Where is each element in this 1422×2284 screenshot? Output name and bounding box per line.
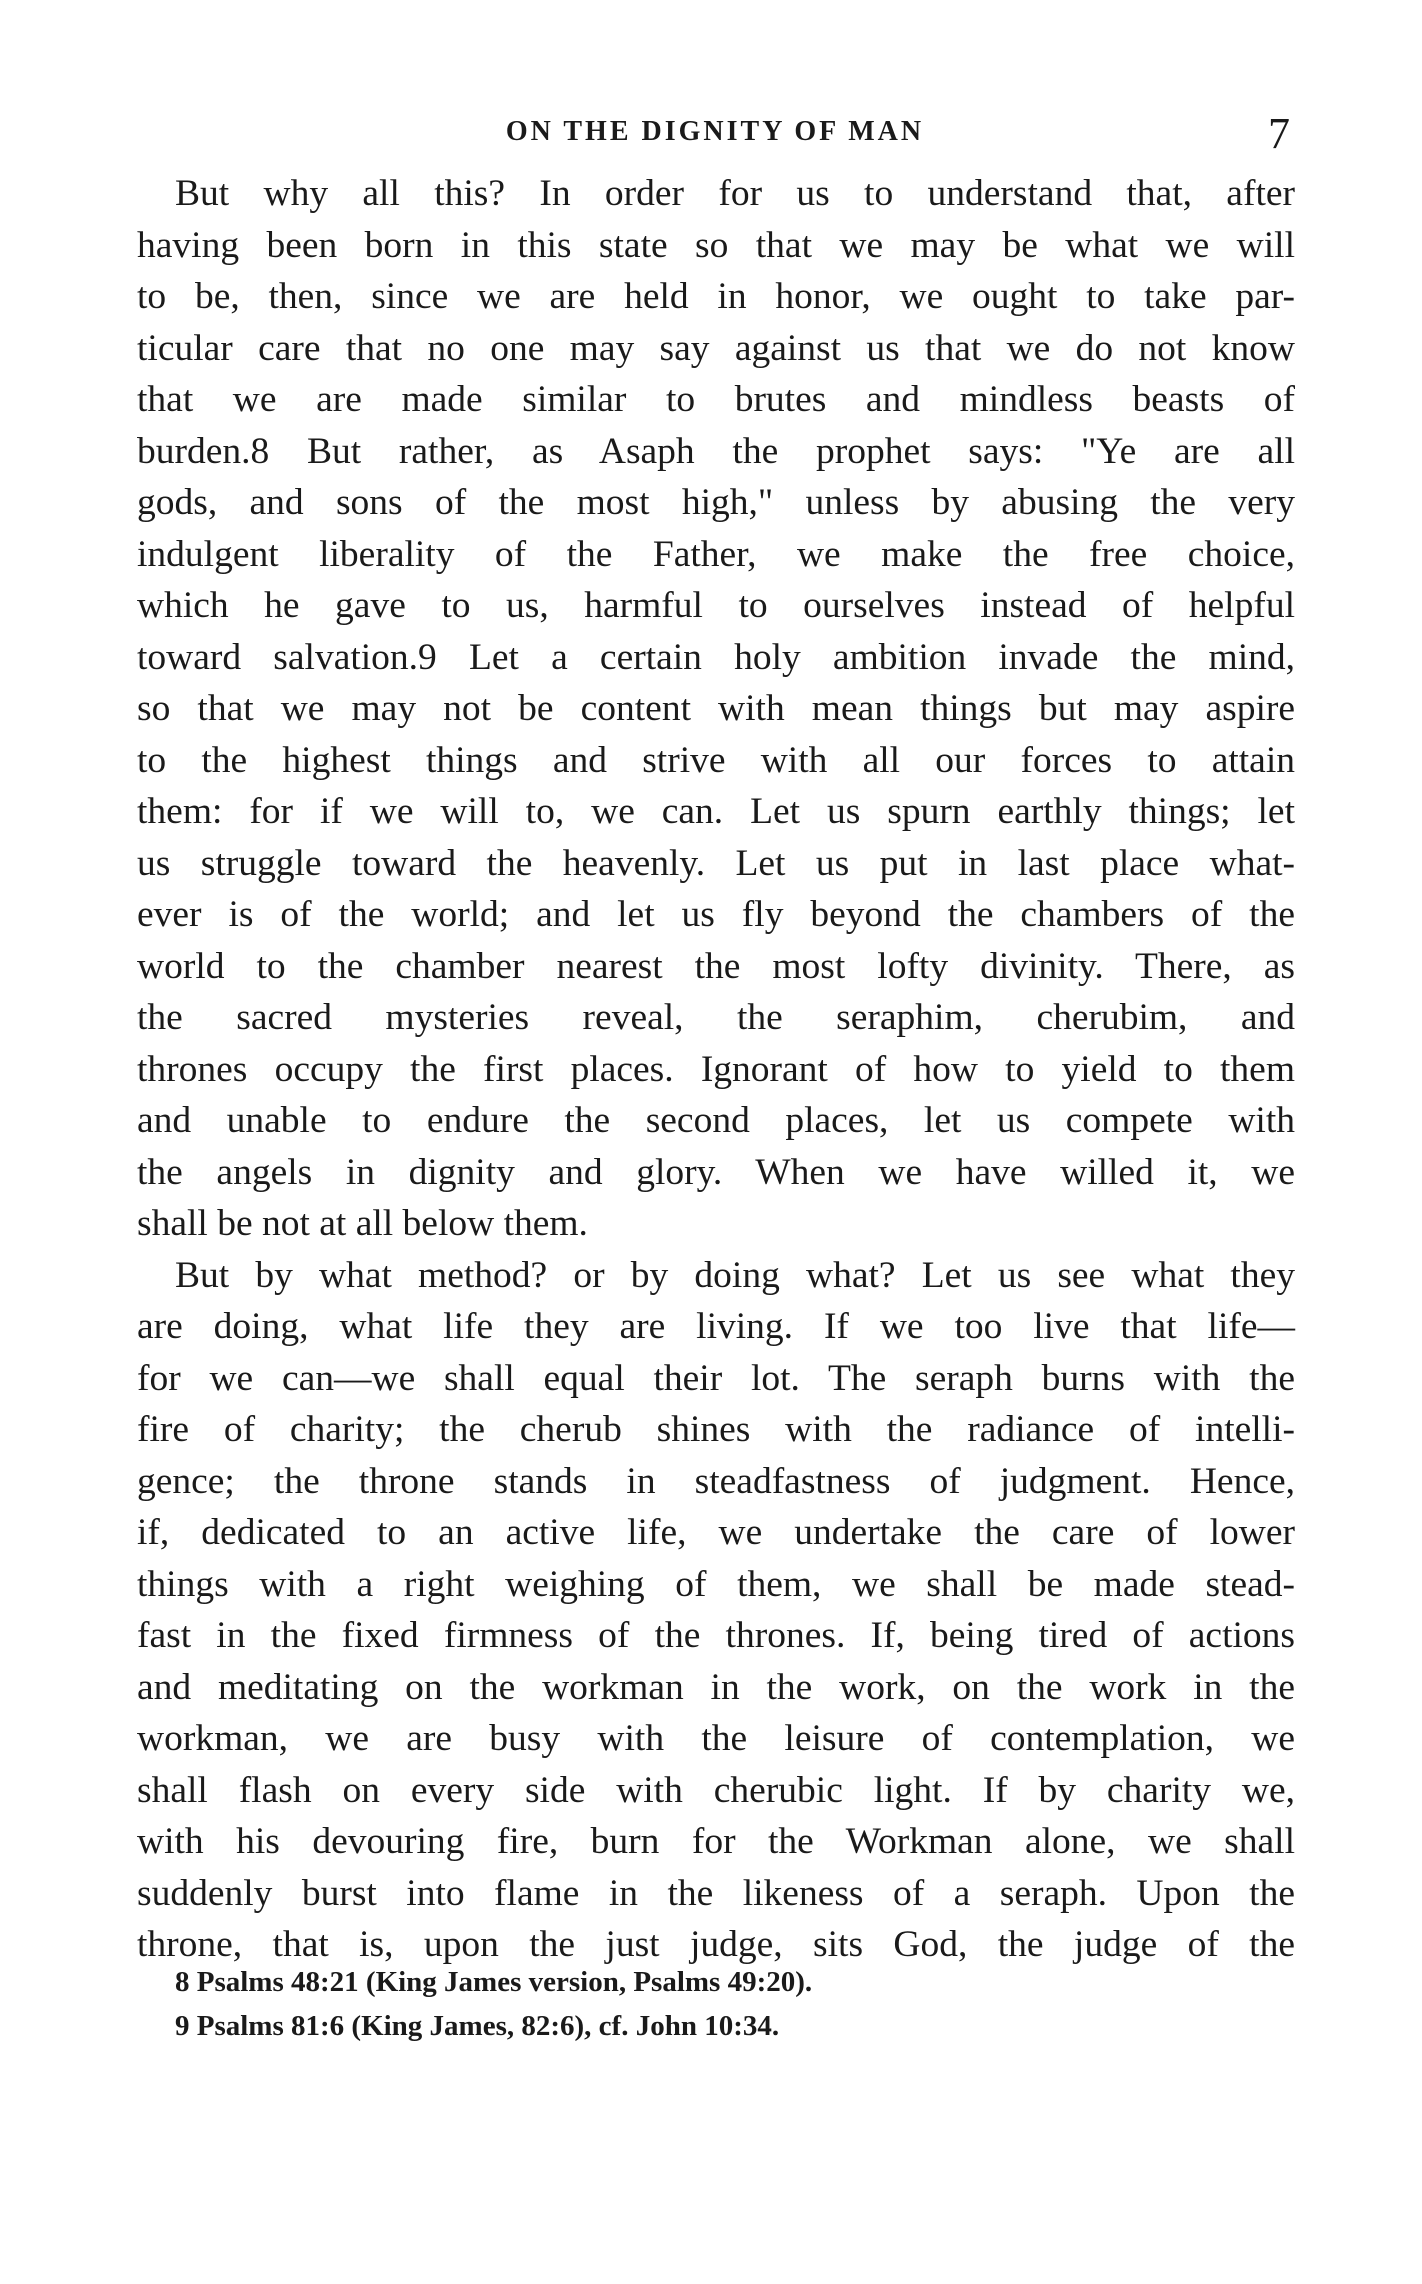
text-line: workman, we are busy with the leisure of contemplation, we (137, 1718, 1295, 1759)
text-line: fire of charity; the cherub shines with the radiance of intelli- (137, 1409, 1295, 1450)
text-line: having been born in this state so that we may be what we will (137, 224, 1295, 266)
text-line: for we can—we shall equal their lot. The seraph burns with the (137, 1357, 1295, 1399)
running-header (140, 108, 1290, 158)
footnote: 8 Psalms 48:21 (King James version, Psalms 49:20). (175, 1966, 813, 1998)
text-line: world to the chamber nearest the most lofty divinity. There, as (137, 945, 1295, 987)
text-line: to the highest things and strive with all our forces to attain (137, 739, 1295, 781)
text-line: shall flash on every side with cherubic light. If by charity we, (137, 1769, 1295, 1811)
text-line: which he gave to us, harmful to ourselves instead of helpful (137, 585, 1295, 626)
page-number: 7 (1268, 109, 1290, 158)
text-line: to be, then, since we are held in honor, we ought to take par- (137, 276, 1295, 317)
text-line: But why all this? In order for us to understand that, after (175, 173, 1295, 214)
text-line: thrones occupy the first places. Ignorant of how to yield to them (137, 1048, 1295, 1090)
text-line: us struggle toward the heavenly. Let us put in last place what- (137, 842, 1295, 884)
text-line: throne, that is, upon the just judge, sits God, the judge of the (137, 1924, 1295, 1965)
text-line: But by what method? or by doing what? Let us see what they (175, 1254, 1295, 1296)
text-line: fast in the fixed firmness of the thrones. If, being tired of actions (137, 1615, 1295, 1656)
running-head-title: ON THE DIGNITY OF MAN (505, 116, 925, 147)
text-line: things with a right weighing of them, we shall be made stead- (137, 1563, 1295, 1605)
text-line: indulgent liberality of the Father, we make the free choice, (137, 533, 1295, 575)
text-line: them: for if we will to, we can. Let us spurn earthly things; let (137, 791, 1295, 832)
text-line: burden.8 But rather, as Asaph the prophet says: "Ye are all (137, 430, 1295, 472)
text-line: are doing, what life they are living. If we too live that life— (137, 1306, 1295, 1347)
text-line: gence; the throne stands in steadfastness of judgment. Hence, (137, 1460, 1295, 1502)
text-line: with his devouring fire, burn for the Workman alone, we shall (137, 1821, 1295, 1862)
text-line: if, dedicated to an active life, we undertake the care of lower (137, 1512, 1295, 1553)
body-text (137, 168, 1295, 1971)
text-line: and unable to endure the second places, let us compete with (137, 1100, 1295, 1141)
text-line: the sacred mysteries reveal, the seraphim, cherubim, and (137, 997, 1295, 1038)
text-line: and meditating on the workman in the work, on the work in the (137, 1666, 1295, 1708)
text-line: ticular care that no one may say against us that we do not know (137, 327, 1295, 369)
text-line: ever is of the world; and let us fly beyond the chambers of the (137, 894, 1295, 935)
text-line: suddenly burst into flame in the likeness of a seraph. Upon the (137, 1872, 1295, 1914)
footnotes (175, 1960, 1275, 2048)
text-line: that we are made similar to brutes and mindless beasts of (137, 379, 1295, 420)
text-line: toward salvation.9 Let a certain holy ambition invade the mind, (137, 636, 1295, 678)
text-line: shall be not at all below them. (137, 1203, 588, 1244)
text-line: the angels in dignity and glory. When we have willed it, we (137, 1151, 1295, 1193)
text-line: so that we may not be content with mean things but may aspire (137, 688, 1295, 729)
text-line: gods, and sons of the most high," unless by abusing the very (137, 482, 1295, 523)
footnote: 9 Psalms 81:6 (King James, 82:6), cf. John 10:34. (175, 2010, 780, 2042)
